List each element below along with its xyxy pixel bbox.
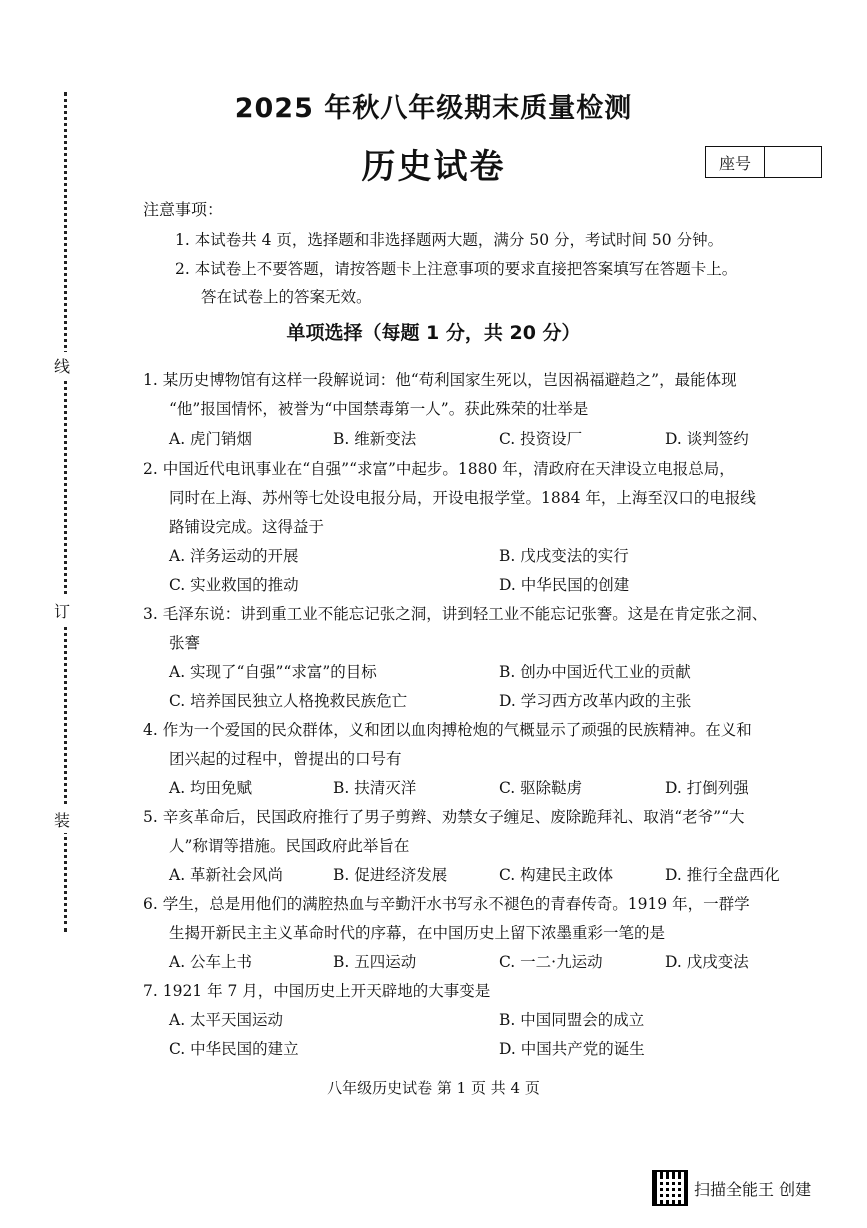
scanner-watermark (652, 1170, 811, 1206)
question-5-option-c: C. 构建民主政体 (499, 866, 614, 884)
question-1-option-b: B. 维新变法 (333, 430, 417, 448)
notes-heading: 注意事项： (143, 200, 224, 219)
question-4-option-b: B. 扶清灭洋 (333, 779, 417, 797)
question-3-line-2: 张謇 (169, 634, 201, 652)
question-3-line-1: 3. 毛泽东说：讲到重工业不能忘记张之洞，讲到轻工业不能忘记张謇。这是在肯定张之洞、 (143, 605, 768, 623)
binding-label-bind: 装 (54, 806, 70, 833)
binding-label-line: 线 (54, 352, 70, 379)
question-4-option-c: C. 驱除鞑虏 (499, 779, 583, 797)
question-6-option-c: C. 一二·九运动 (499, 953, 603, 971)
question-1-option-d: D. 谈判签约 (665, 430, 749, 448)
question-3-option-c: C. 培养国民独立人格挽救民族危亡 (169, 692, 408, 710)
question-5-option-a: A. 革新社会风尚 (169, 866, 284, 884)
binding-label-staple: 订 (54, 597, 70, 624)
question-7-line-1: 7. 1921 年 7 月，中国历史上开天辟地的大事变是 (143, 982, 491, 1000)
question-1-line-1: 1. 某历史博物馆有这样一段解说词：他“苟利国家生死以，岂因祸福避趋之”，最能体现 (143, 371, 737, 389)
exam-subtitle: 历史试卷 (361, 147, 506, 187)
question-6-option-a: A. 公车上书 (169, 953, 253, 971)
question-1-option-a: A. 虎门销烟 (169, 430, 253, 448)
question-6-option-b: B. 五四运动 (333, 953, 417, 971)
question-2-option-c: C. 实业救国的推动 (169, 576, 299, 594)
seat-number-label: 座号 (706, 147, 765, 177)
question-4-option-a: A. 均田免赋 (169, 779, 253, 797)
note-item-1: 1. 本试卷共 4 页，选择题和非选择题两大题，满分 50 分，考试时间 50 分钟。 (175, 231, 724, 249)
question-1-line-2: “他”报国情怀，被誉为“中国禁毒第一人”。获此殊荣的壮举是 (169, 400, 589, 418)
question-5-line-2: 人”称谓等措施。民国政府此举旨在 (169, 837, 410, 855)
question-4-line-2: 团兴起的过程中，曾提出的口号有 (169, 750, 402, 768)
note-item-2-continued: 答在试卷上的答案无效。 (201, 288, 372, 306)
question-7-option-d: D. 中国共产党的诞生 (499, 1040, 645, 1058)
question-2-line-3: 路铺设完成。这得益于 (169, 518, 325, 536)
question-2-option-b: B. 戊戌变法的实行 (499, 547, 629, 565)
question-6-line-2: 生揭开新民主主义革命时代的序幕，在中国历史上留下浓墨重彩一笔的是 (169, 924, 666, 942)
question-5-line-1: 5. 辛亥革命后，民国政府推行了男子剪辫、劝禁女子缠足、废除跪拜礼、取消“老爷”“大 (143, 808, 745, 826)
question-3-option-a: A. 实现了“自强”“求富”的目标 (169, 663, 377, 681)
exam-title: 2025 年秋八年级期末质量检测 (234, 93, 633, 124)
qr-code-icon (652, 1170, 688, 1206)
question-2-line-2: 同时在上海、苏州等七处设电报分局，开设电报学堂。1884 年，上海至汉口的电报线 (169, 489, 756, 507)
question-3-option-d: D. 学习西方改革内政的主张 (499, 692, 692, 710)
question-1-option-c: C. 投资设厂 (499, 430, 583, 448)
question-5-option-d: D. 推行全盘西化 (665, 866, 780, 884)
question-7-option-b: B. 中国同盟会的成立 (499, 1011, 645, 1029)
seat-number-field[interactable] (765, 147, 821, 177)
question-2-option-a: A. 洋务运动的开展 (169, 547, 299, 565)
note-item-2: 2. 本试卷上不要答题，请按答题卡上注意事项的要求直接把答案填写在答题卡上。 (175, 260, 738, 278)
question-7-option-a: A. 太平天国运动 (169, 1011, 284, 1029)
question-5-option-b: B. 促进经济发展 (333, 866, 448, 884)
question-4-option-d: D. 打倒列强 (665, 779, 749, 797)
question-4-line-1: 4. 作为一个爱国的民众群体，义和团以血肉搏枪炮的气概显示了顽强的民族精神。在义和 (143, 721, 752, 739)
question-3-option-b: B. 创办中国近代工业的贡献 (499, 663, 691, 681)
page-footer: 八年级历史试卷 第 1 页 共 4 页 (327, 1079, 540, 1097)
section-heading: 单项选择（每题 1 分，共 20 分） (286, 322, 581, 344)
question-7-option-c: C. 中华民国的建立 (169, 1040, 299, 1058)
question-2-line-1: 2. 中国近代电讯事业在“自强”“求富”中起步。1880 年，清政府在天津设立电报总局， (143, 460, 735, 478)
scanner-watermark-text: 扫描全能王 创建 (694, 1179, 812, 1199)
question-6-line-1: 6. 学生，总是用他们的满腔热血与辛勤汗水书写永不褪色的青春传奇。1919 年，一群学 (143, 895, 750, 913)
question-6-option-d: D. 戊戌变法 (665, 953, 749, 971)
question-2-option-d: D. 中华民国的创建 (499, 576, 630, 594)
seat-number-box[interactable] (705, 146, 822, 178)
